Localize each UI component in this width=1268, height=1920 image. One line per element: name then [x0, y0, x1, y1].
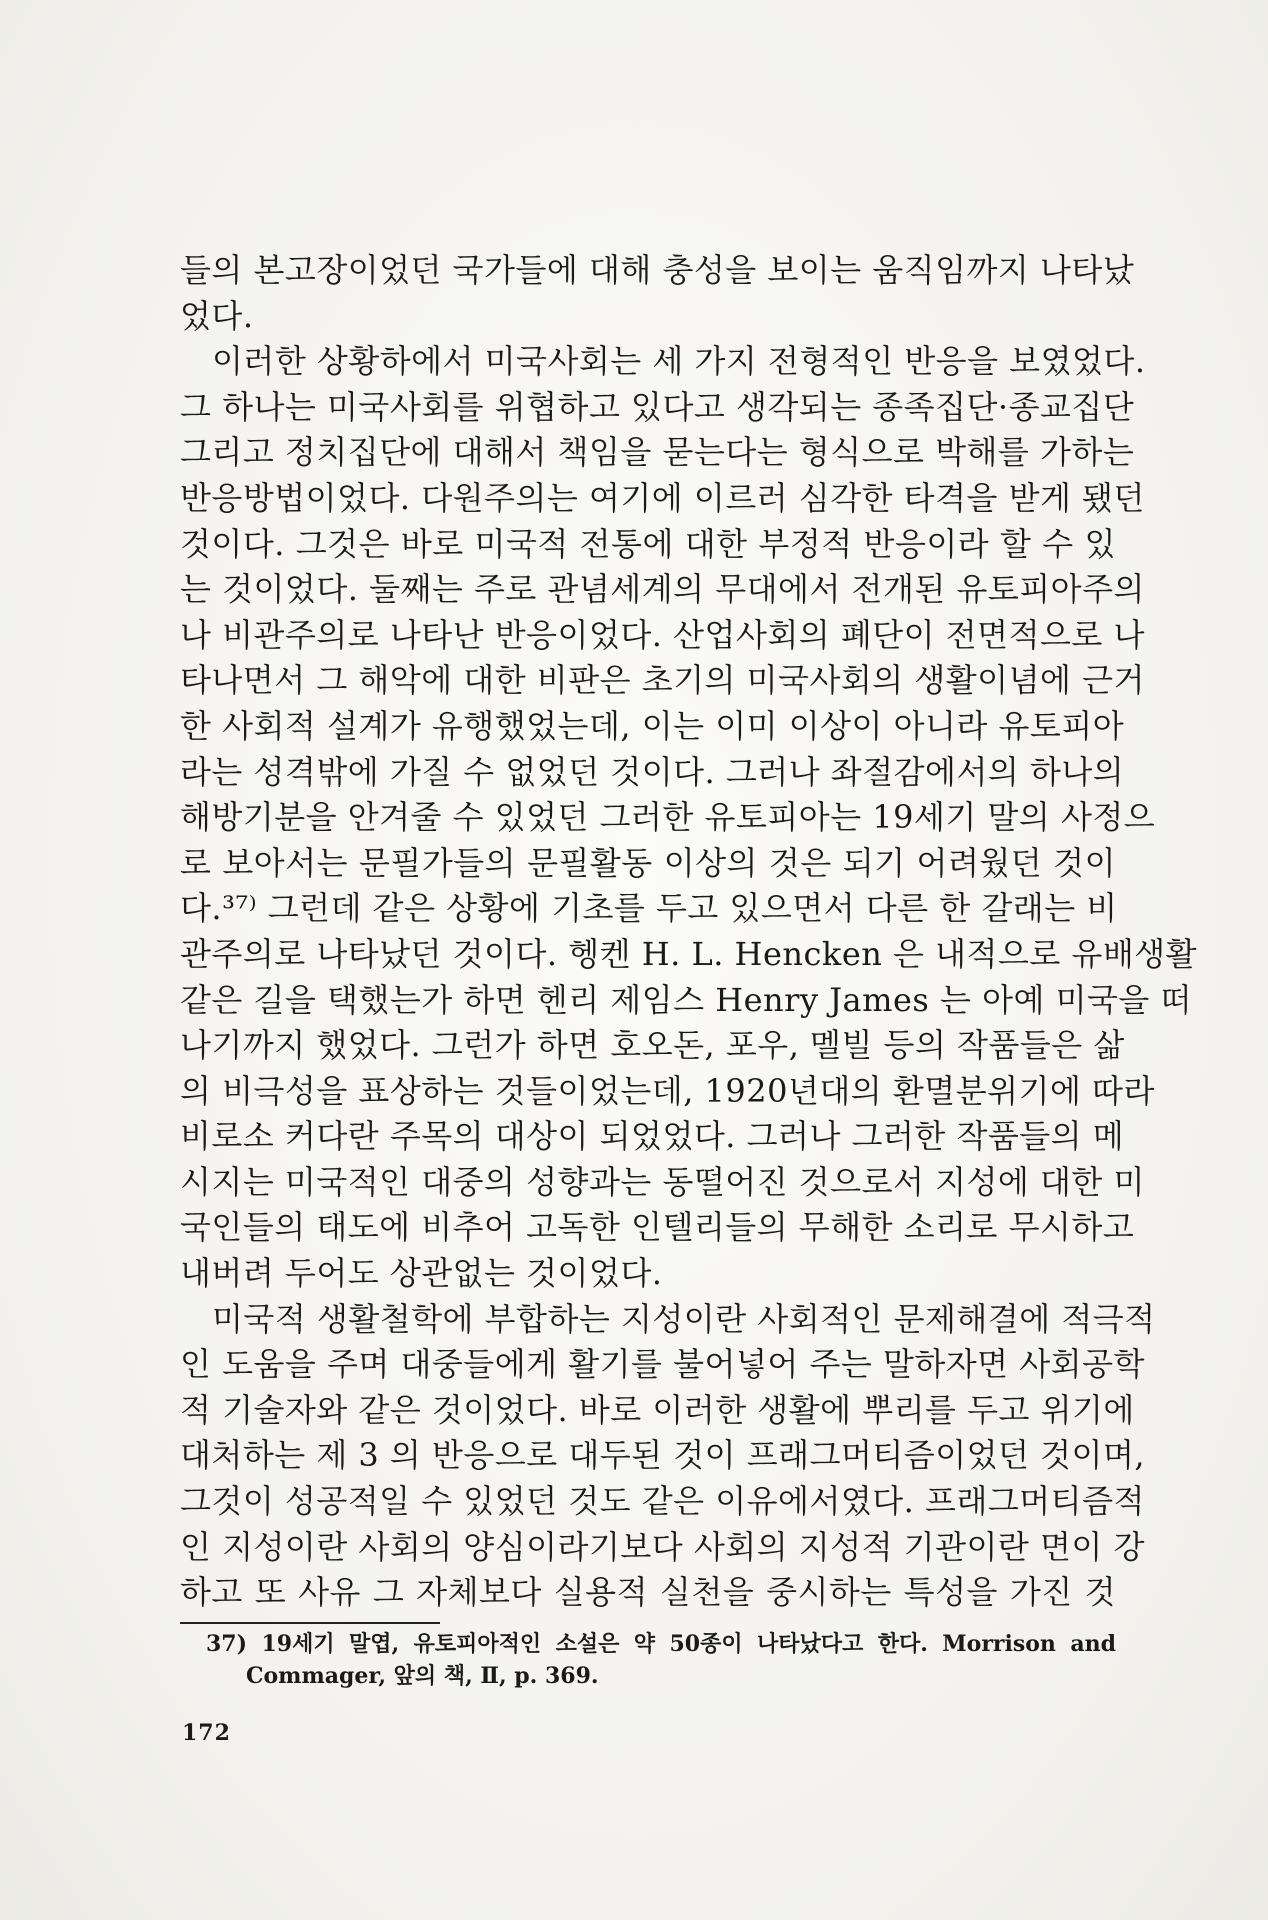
text-line: 인 도움을 주며 대중들에게 활기를 불어넣어 주는 말하자면 사회공학: [180, 1345, 1145, 1384]
paragraph-start-line: 이러한 상황하에서 미국사회는 세 가지 전형적인 반응을 보였었다.: [212, 342, 1146, 381]
text-line: 그리고 정치집단에 대해서 책임을 묻는다는 형식으로 박해를 가하는: [180, 433, 1135, 472]
footnote-divider: [180, 1622, 440, 1624]
page-number: 172: [182, 1720, 231, 1746]
text-line: 그 하나는 미국사회를 위협하고 있다고 생각되는 종족집단·종교집단: [180, 387, 1135, 426]
text-line: 해방기분을 안겨줄 수 있었던 그러한 유토피아는 19세기 말의 사정으: [180, 798, 1156, 837]
text-line: 나 비관주의로 나타난 반응이었다. 산업사회의 폐단이 전면적으로 나: [180, 615, 1145, 654]
text-line: 로 보아서는 문필가들의 문필활동 이상의 것은 되기 어려웠던 것이: [180, 843, 1116, 882]
text-line-with-footnote-ref: 다.³⁷⁾ 그런데 같은 상황에 기초를 두고 있으면서 다른 한 갈래는 비: [180, 889, 1118, 928]
text-line: 같은 길을 택했는가 하면 헨리 제임스 Henry James 는 아예 미국을 떠: [180, 980, 1192, 1019]
paragraph-start-line: 미국적 생활철학에 부합하는 지성이란 사회적인 문제해결에 적극적: [212, 1299, 1156, 1338]
footnote: [206, 1628, 1116, 1692]
text-line: 비로소 커다란 주목의 대상이 되었었다. 그러나 그러한 작품들의 메: [180, 1117, 1125, 1156]
text-line: 들의 본고장이었던 국가들에 대해 충성을 보이는 움직임까지 나타났: [180, 251, 1135, 289]
text-line: 타나면서 그 해악에 대한 비판은 초기의 미국사회의 생활이념에 근거: [180, 661, 1145, 700]
text-line: 었다.: [180, 296, 254, 335]
text-line: 한 사회적 설계가 유행했었는데, 이는 이미 이상이 아니라 유토피아: [180, 706, 1125, 745]
text-line: 국인들의 태도에 비추어 고독한 인텔리들의 무해한 소리로 무시하고: [180, 1208, 1135, 1247]
text-line: 대처하는 제 3 의 반응으로 대두된 것이 프래그머티즘이었던 것이며,: [180, 1436, 1146, 1475]
text-line: 하고 또 사유 그 자체보다 실용적 실천을 중시하는 특성을 가진 것: [180, 1573, 1116, 1612]
text-line: 라는 성격밖에 가질 수 없었던 것이다. 그러나 좌절감에서의 하나의: [180, 752, 1125, 791]
text-line: 반응방법이었다. 다원주의는 여기에 이르러 심각한 타격을 받게 됐던: [180, 478, 1145, 517]
footnote-line: 37) 19세기 말엽, 유토피아적인 소설은 약 50종이 나타났다고 한다. Morrison and: [206, 1631, 1116, 1657]
text-line: 시지는 미국적인 대중의 성향과는 동떨어진 것으로서 지성에 대한 미: [180, 1162, 1145, 1201]
text-line: 나기까지 했었다. 그런가 하면 호오돈, 포우, 멜빌 등의 작품들은 삶: [180, 1026, 1125, 1065]
text-line: 관주의로 나타났던 것이다. 헹켄 H. L. Hencken 은 내적으로 유배생활: [180, 934, 1198, 973]
footnote-line: Commager, 앞의 책, Ⅱ, p. 369.: [246, 1663, 599, 1689]
text-line: 내버려 두어도 상관없는 것이었다.: [180, 1254, 663, 1293]
text-line: 것이다. 그것은 바로 미국적 전통에 대한 부정적 반응이라 할 수 있: [180, 524, 1116, 563]
text-line: 적 기술자와 같은 것이었다. 바로 이러한 생활에 뿌리를 두고 위기에: [180, 1390, 1135, 1429]
text-line: 는 것이었다. 둘째는 주로 관념세계의 무대에서 전개된 유토피아주의: [180, 570, 1145, 609]
body-text: [180, 248, 1198, 1616]
text-line: 의 비극성을 표상하는 것들이었는데, 1920년대의 환멸분위기에 따라: [180, 1071, 1155, 1110]
text-line: 그것이 성공적일 수 있었던 것도 같은 이유에서였다. 프래그머티즘적: [180, 1482, 1145, 1521]
text-line: 인 지성이란 사회의 양심이라기보다 사회의 지성적 기관이란 면이 강: [180, 1527, 1145, 1566]
